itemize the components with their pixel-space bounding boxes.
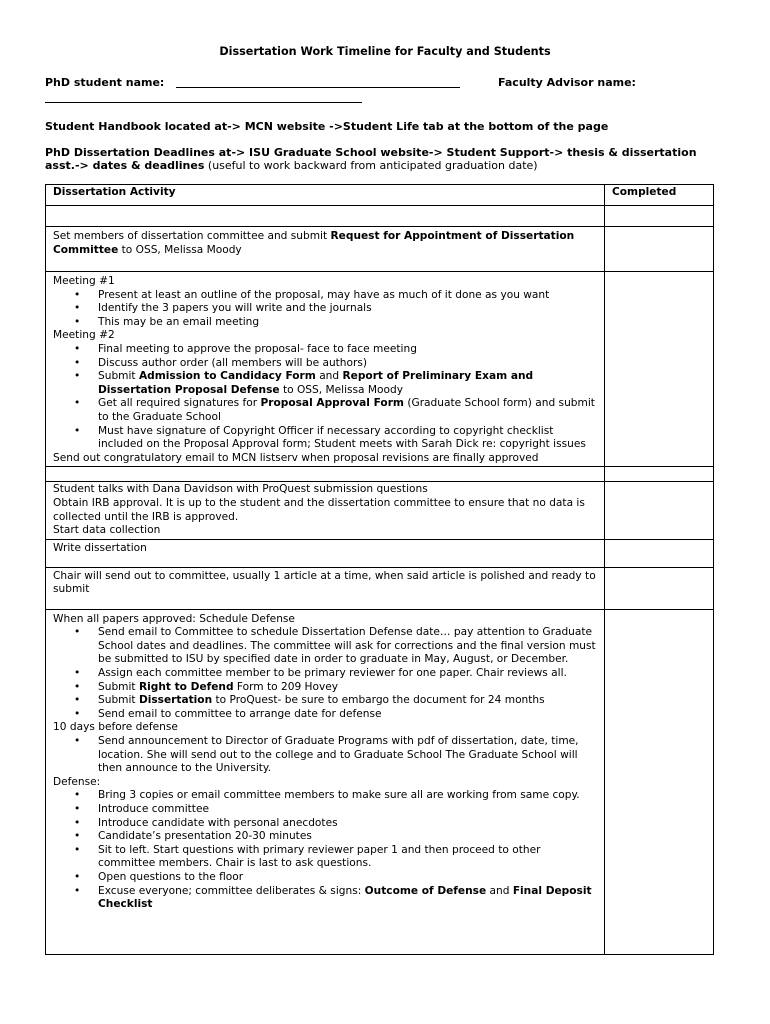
advisor-name-label: Faculty Advisor name: (498, 76, 636, 89)
form-name: Proposal Approval Form (260, 397, 404, 410)
student-name-label: PhD student name: (45, 76, 165, 89)
activity-cell (46, 206, 605, 227)
meeting-1-heading: Meeting #1 (53, 275, 115, 287)
list-item: • Send email to committee to arrange date for defense (98, 708, 597, 722)
item-text: Form to 209 Hovey (233, 680, 339, 693)
table-row (46, 467, 714, 482)
form-name: Report of Preliminary Exam and Dissertation Proposal Defense (98, 370, 534, 396)
table-row (46, 206, 714, 227)
activity-cell (46, 482, 605, 539)
ten-days-heading: 10 days before defense (53, 721, 178, 734)
activity-table (45, 184, 714, 955)
completed-cell[interactable] (605, 272, 714, 467)
activity-cell (46, 567, 605, 609)
table-row (46, 609, 714, 954)
list-item: • Bring 3 copies or email committee members to make sure all are working from same copy. (98, 789, 597, 803)
meeting-2-list (53, 343, 597, 452)
irb-text: Obtain IRB approval. It is up to the student and the dissertation committee to ensure that no data is collected until the IRB is approved. (53, 496, 585, 523)
item-text: Excuse everyone; committee deliberates & signs: (98, 884, 365, 897)
write-dissertation-text: Write dissertation (53, 541, 147, 554)
ten-days-list (53, 735, 597, 776)
completed-cell[interactable] (605, 539, 714, 567)
document-title: Dissertation Work Timeline for Faculty and Students (219, 45, 551, 58)
item-text: and (315, 370, 343, 383)
list-item: • Open questions to the floor (98, 871, 597, 885)
list-item: • Must have signature of Copyright Officer if necessary according to copyright checklist included on the Proposal Approval form; Student meets with Sarah Dick re: copyright issues (98, 425, 597, 452)
table-row (46, 567, 714, 609)
item-text: to ProQuest- be sure to embargo the document for 24 months (212, 694, 545, 707)
list-item (98, 694, 597, 708)
table-row (46, 482, 714, 539)
list-item: • Send announcement to Director of Graduate Programs with pdf of dissertation, date, time, location. She will send out to the college and to Graduate School The Graduate School will then announce to the University. (98, 735, 597, 776)
list-item: • Introduce candidate with personal anecdotes (98, 817, 597, 831)
item-text: (Graduate School form) and submit to the Graduate School (98, 397, 595, 423)
list-item: • Candidate’s presentation 20-30 minutes (98, 830, 597, 844)
list-item: • Introduce committee (98, 803, 597, 817)
r2-text: Set members of dissertation committee and submit (53, 230, 331, 242)
item-text: Submit (98, 694, 139, 707)
completed-cell[interactable] (605, 227, 714, 272)
list-item (98, 370, 597, 397)
activity-cell (46, 609, 605, 954)
list-item: • Final meeting to approve the proposal- face to face meeting (98, 343, 597, 357)
r2-form-name: Request for Appointment of Dissertation Committee (53, 230, 575, 256)
schedule-defense-heading: When all papers approved: Schedule Defense (53, 612, 295, 625)
form-name: Right to Defend (138, 680, 234, 693)
deadlines-path: asst.-> dates & deadlines (45, 159, 205, 172)
deadlines-location: PhD Dissertation Deadlines at-> ISU Graduate School website-> Student Support-> thesis & dissertation (45, 146, 697, 159)
table-row (46, 539, 714, 567)
header-completed: Completed (605, 185, 714, 206)
list-item: • Assign each committee member to be primary reviewer for one paper. Chair reviews all. (98, 667, 597, 681)
table-row (46, 227, 714, 272)
list-item: • Identify the 3 papers you will write and the journals (98, 302, 597, 316)
list-item: • Sit to left. Start questions with primary reviewer paper 1 and then proceed to other committee members. Chair is last to ask questions. (98, 844, 597, 871)
schedule-defense-list (53, 626, 597, 721)
form-name: Dissertation (138, 694, 213, 707)
item-text: Submit (98, 680, 139, 693)
proquest-text: Student talks with Dana Davidson with ProQuest submission questions (53, 483, 428, 496)
defense-heading: Defense: (53, 775, 101, 788)
chair-sendout-text: Chair will send out to committee, usually 1 article at a time, when said article is polished and ready to submit (53, 569, 596, 596)
form-name: Admission to Candidacy Form (138, 370, 316, 383)
list-item: • Present at least an outline of the proposal, may have as much of it done as you want (98, 289, 597, 303)
activity-cell (46, 539, 605, 567)
form-name: Final Deposit Checklist (98, 884, 592, 911)
advisor-name-blank[interactable] (45, 93, 362, 103)
list-item: • Discuss author order (all members will be authors) (98, 357, 597, 371)
deadlines-location-cont (45, 159, 538, 172)
table-row (46, 272, 714, 467)
deadlines-note: (useful to work backward from anticipated graduation date) (204, 159, 538, 172)
item-text: Submit (98, 370, 139, 383)
completed-cell[interactable] (605, 482, 714, 539)
table-header-row (46, 185, 714, 206)
list-item (98, 681, 597, 695)
student-name-blank[interactable] (176, 78, 460, 88)
completed-cell[interactable] (605, 609, 714, 954)
handbook-location: Student Handbook located at-> MCN website ->Student Life tab at the bottom of the page (45, 120, 609, 133)
activity-cell (46, 272, 605, 467)
list-item (98, 397, 597, 424)
list-item: • This may be an email meeting (98, 316, 597, 330)
completed-cell[interactable] (605, 467, 714, 482)
activity-cell (46, 227, 605, 272)
item-text: Get all required signatures for (98, 397, 261, 410)
header-activity: Dissertation Activity (46, 185, 605, 206)
list-item: • Send email to Committee to schedule Dissertation Defense date… pay attention to Graduate School dates and deadlines. The committee will ask for corrections and the final version must be submitted to ISU by specified date in order to graduate in May, August, or December. (98, 626, 597, 667)
completed-cell[interactable] (605, 206, 714, 227)
item-text: and (486, 884, 513, 897)
meeting-1-list (53, 289, 597, 330)
completed-cell[interactable] (605, 567, 714, 609)
r2-tail: to OSS, Melissa Moody (118, 243, 242, 256)
activity-cell (46, 467, 605, 482)
defense-list (53, 789, 597, 911)
list-item (98, 885, 597, 912)
data-collection-text: Start data collection (53, 524, 161, 537)
meeting-2-heading: Meeting #2 (53, 329, 115, 342)
form-name: Outcome of Defense (364, 884, 487, 897)
item-text: to OSS, Melissa Moody (279, 383, 404, 396)
congratulatory-email-text: Send out congratulatory email to MCN listserv when proposal revisions are finally approved (53, 451, 539, 464)
